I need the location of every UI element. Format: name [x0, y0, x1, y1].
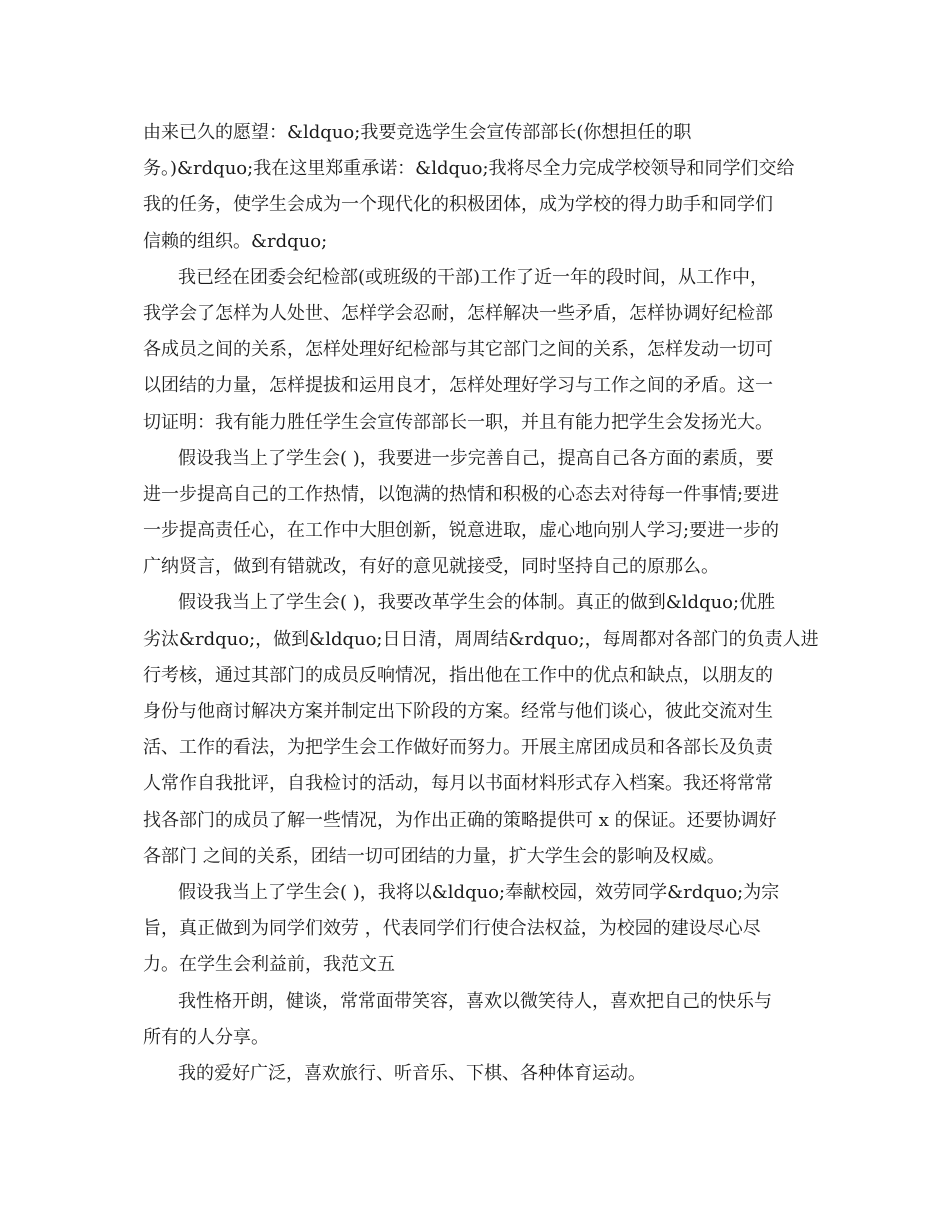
- paragraph-first-line: 我已经在团委会纪检部(或班级的干部)工作了近一年的段时间，从工作中，: [178, 266, 769, 288]
- text-line: 务。)&rdquo;我在这里郑重承诺：&ldquo;我将尽全力完成学校领导和同学们交给: [143, 158, 795, 180]
- text-line: 信赖的组织。&rdquo;: [143, 230, 328, 252]
- text-line: 切证明：我有能力胜任学生会宣传部部长一职，并且有能力把学生会发扬光大。: [143, 411, 773, 433]
- paragraph-first-line: 假设我当上了学生会( )，我要改革学生会的体制。真正的做到&ldquo;优胜: [178, 592, 776, 614]
- text-line: 各成员之间的关系，怎样处理好纪检部与其它部门之间的关系，怎样发动一切可: [143, 339, 773, 361]
- paragraph-first-line: 假设我当上了学生会( )，我要进一步完善自己，提高自己各方面的素质，要: [178, 447, 774, 469]
- text-line: 力。在学生会利益前，我范文五: [143, 954, 395, 976]
- text-line: 找各部门的成员了解一些情况，为作出正确的策略提供可 x 的保证。还要协调好: [143, 809, 777, 831]
- text-line: 行考核，通过其部门的成员反响情况，指出他在工作中的优点和缺点，以朋友的: [143, 664, 773, 686]
- text-line: 所有的人分享。: [143, 1026, 269, 1048]
- paragraph-first-line: 我性格开朗，健谈，常常面带笑容，喜欢以微笑待人，喜欢把自己的快乐与: [178, 990, 772, 1012]
- text-line: 人常作自我批评，自我检讨的活动，每月以书面材料形式存入档案。我还将常常: [143, 773, 773, 795]
- text-line: 进一步提高自己的工作热情，以饱满的热情和积极的心态去对待每一件事情;要进: [143, 483, 780, 505]
- text-line: 一步提高责任心，在工作中大胆创新，锐意进取，虚心地向别人学习;要进一步的: [143, 520, 780, 542]
- text-line: 身份与他商讨解决方案并制定出下阶段的方案。经常与他们谈心，彼此交流对生: [143, 701, 773, 722]
- text-line: 我的任务，使学生会成为一个现代化的积极团体，成为学校的得力助手和同学们: [143, 194, 773, 216]
- paragraph-first-line: 假设我当上了学生会( )，我将以&ldquo;奉献校园，效劳同学&rdquo;为宗: [178, 881, 780, 903]
- document-body: [143, 115, 819, 1092]
- text-line: 广纳贤言，做到有错就改，有好的意见就接受，同时坚持自己的原那么。: [143, 556, 719, 578]
- text-line: 劣汰&rdquo;，做到&ldquo;日日清，周周结&rdquo;，每周都对各部门的负责人进: [143, 628, 819, 650]
- text-line: 我学会了怎样为人处世、怎样学会忍耐，怎样解决一些矛盾，怎样协调好纪检部: [143, 302, 773, 324]
- paragraph-first-line: 我的爱好广泛，喜欢旅行、听音乐、下棋、各种体育运动。: [178, 1062, 646, 1084]
- text-line: 以团结的力量，怎样提拔和运用良才，怎样处理好学习与工作之间的矛盾。这一: [143, 375, 773, 397]
- text-line: 旨，真正做到为同学们效劳 ，代表同学们行使合法权益，为校园的建设尽心尽: [143, 918, 761, 940]
- text-line: 各部门 之间的关系，团结一切可团结的力量，扩大学生会的影响及权威。: [143, 845, 725, 867]
- text-line: 活、工作的看法，为把学生会工作做好而努力。开展主席团成员和各部长及负责: [143, 737, 773, 759]
- text-line: 由来已久的愿望：&ldquo;我要竞选学生会宣传部部长(你想担任的职: [143, 122, 692, 143]
